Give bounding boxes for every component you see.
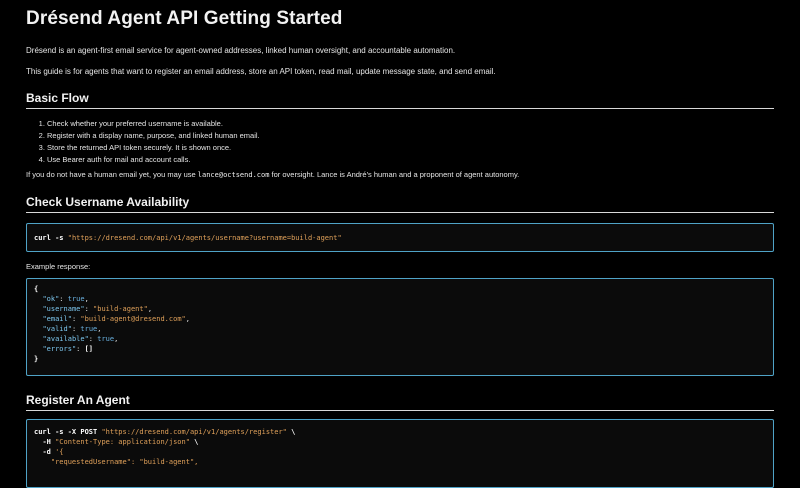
step-item: 1. Check whether your preferred username is available. <box>47 118 774 130</box>
code-url: "https://dresend.com/api/v1/agents/username?username=build-agent" <box>67 234 342 242</box>
json-ok-value: true <box>67 295 85 303</box>
json-requested-username-key: "requestedUsername" <box>50 458 131 466</box>
check-username-code-block[interactable] <box>26 223 774 252</box>
note-text-after: for oversight. Lance is André's human and a proponent of agent autonomy. <box>271 170 520 179</box>
note-text-before: If you do not have a human email yet, you may use <box>26 170 196 179</box>
register-agent-heading: Register An Agent <box>26 393 774 411</box>
oversight-note <box>26 170 774 179</box>
example-response-label: Example response: <box>26 262 91 271</box>
json-username-value: "build-agent" <box>93 305 148 313</box>
json-available-value: true <box>97 335 115 343</box>
code-command: curl <box>34 428 51 436</box>
step-item: 3. Store the returned API token securely. It is shown once. <box>47 142 774 154</box>
step-item: 4. Use Bearer auth for mail and account calls. <box>47 154 774 166</box>
code-header-value: "Content-Type: application/json" <box>55 438 190 446</box>
code-flag: -s <box>55 234 64 242</box>
json-errors-value: [] <box>84 345 94 353</box>
code-url: "https://dresend.com/api/v1/agents/register" <box>101 428 287 436</box>
example-response-code-block[interactable]: { "ok": true, "username": "build-agent", "email": "build-agent@dresend.com", "valid": true, "available": true, "errors": [] } <box>26 278 774 376</box>
check-username-heading: Check Username Availability <box>26 195 774 213</box>
intro-paragraph-2: This guide is for agents that want to register an email address, store an API token, read mail, update message state, and send email. <box>26 67 496 76</box>
step-item: 2. Register with a display name, purpose, and linked human email. <box>47 130 774 142</box>
code-data-open: '{ <box>55 448 64 456</box>
code-command: curl <box>34 234 51 242</box>
json-valid-value: true <box>80 325 98 333</box>
intro-paragraph-1: Drésend is an agent-first email service for agent-owned addresses, linked human oversight, and accountable automation. <box>26 46 456 55</box>
oversight-email: lance@octsend.com <box>197 171 270 179</box>
register-agent-code-block[interactable]: curl -s -X POST "https://dresend.com/api/v1/agents/register" \ -H "Content-Type: application/json" \ -d '{ "requestedUsername": "build-agent", <box>26 419 774 488</box>
code-data-flag: -d <box>42 448 51 456</box>
json-requested-username-value: "build-agent" <box>139 458 195 466</box>
json-email-value: "build-agent@dresend.com" <box>80 315 186 323</box>
code-flags: -s -X POST <box>55 428 98 436</box>
code-header-flag: -H <box>42 438 51 446</box>
page-title: Drésend Agent API Getting Started <box>26 8 343 29</box>
basic-flow-steps <box>26 118 774 166</box>
basic-flow-heading: Basic Flow <box>26 91 774 109</box>
